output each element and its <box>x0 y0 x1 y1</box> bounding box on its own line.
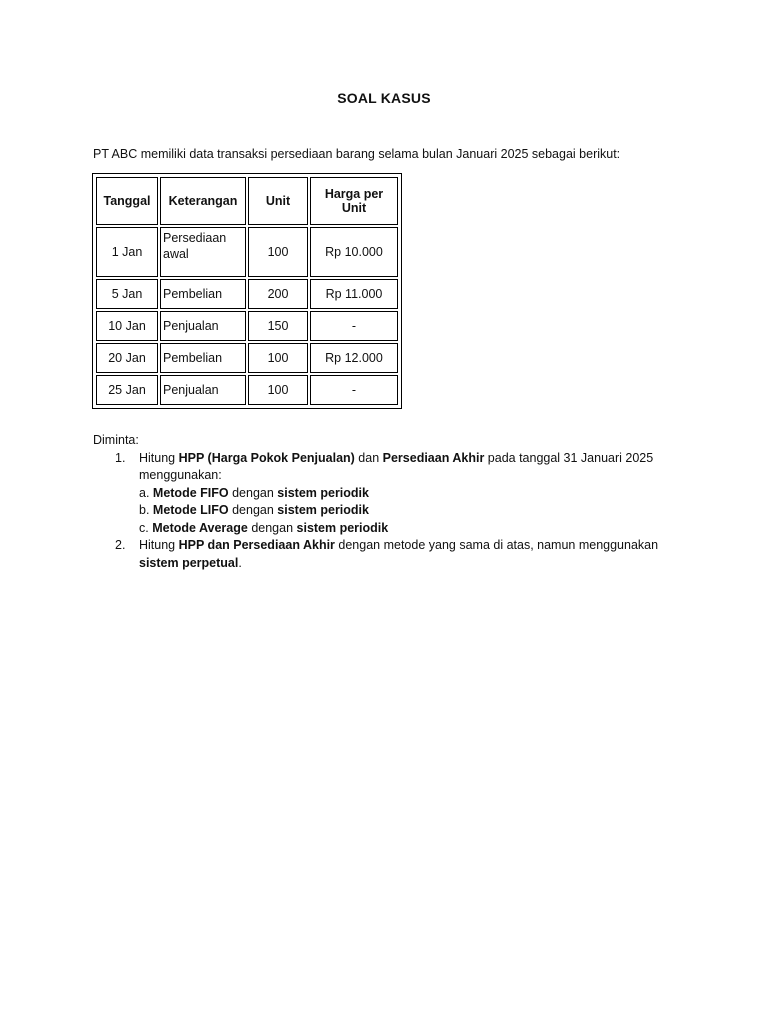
sub-prefix: a. <box>139 485 153 500</box>
task-list <box>93 450 683 573</box>
cell-date: 5 Jan <box>96 279 158 309</box>
cell-price: - <box>310 311 398 341</box>
sub-prefix: c. <box>139 520 153 535</box>
sub-method: Metode Average <box>152 520 248 535</box>
cell-unit: 100 <box>248 227 308 277</box>
task-bold: HPP dan Persediaan Akhir <box>178 538 335 552</box>
task-text: dan <box>354 450 383 465</box>
cell-unit: 150 <box>248 311 308 341</box>
cell-unit: 100 <box>248 343 308 373</box>
task-text: . <box>238 555 242 570</box>
cell-date: 10 Jan <box>96 311 158 341</box>
inventory-table <box>92 173 402 409</box>
task-number: 1. <box>115 450 126 465</box>
task-text: Hitung <box>139 450 179 465</box>
cell-description: Persediaan awal <box>160 227 246 277</box>
header-unit: Unit <box>248 177 308 225</box>
sub-item-b <box>139 502 683 520</box>
sub-text: dengan <box>228 503 278 517</box>
task-heading: Diminta: <box>93 433 139 447</box>
header-tanggal: Tanggal <box>96 177 158 225</box>
task-text: pada tanggal 31 Januari 2025 menggunakan: <box>139 450 654 482</box>
cell-price: Rp 11.000 <box>310 279 398 309</box>
table-row <box>96 375 398 405</box>
table-row <box>96 279 398 309</box>
sub-text: dengan <box>247 520 297 535</box>
table-row <box>96 311 398 341</box>
table-header-row <box>96 177 398 225</box>
sub-system: sistem periodik <box>277 485 369 500</box>
task-item-1 <box>93 450 683 538</box>
cell-description: Pembelian <box>160 279 246 309</box>
sub-method: Metode LIFO <box>152 503 229 517</box>
sub-item-a <box>139 485 683 503</box>
sub-method: Metode FIFO <box>152 485 229 500</box>
cell-date: 20 Jan <box>96 343 158 373</box>
sub-text: dengan <box>228 485 278 500</box>
sub-system: sistem periodik <box>296 520 389 535</box>
cell-description: Pembelian <box>160 343 246 373</box>
document-title: SOAL KASUS <box>337 90 431 106</box>
task-bold: sistem perpetual <box>139 555 239 570</box>
cell-description: Penjualan <box>160 311 246 341</box>
cell-date: 25 Jan <box>96 375 158 405</box>
task-item-2 <box>93 537 683 572</box>
header-keterangan: Keterangan <box>160 177 246 225</box>
cell-price: Rp 10.000 <box>310 227 398 277</box>
task-bold: Persediaan Akhir <box>382 450 485 465</box>
task-bold: HPP (Harga Pokok Penjualan) <box>178 450 355 465</box>
task-text: dengan metode yang sama di atas, namun menggunakan <box>334 538 659 552</box>
cell-description: Penjualan <box>160 375 246 405</box>
task-number: 2. <box>115 538 126 552</box>
sub-item-c <box>139 520 683 538</box>
table-row <box>96 227 398 277</box>
cell-unit: 200 <box>248 279 308 309</box>
cell-unit: 100 <box>248 375 308 405</box>
table-row <box>96 343 398 373</box>
sub-system: sistem periodik <box>277 503 369 517</box>
cell-price: - <box>310 375 398 405</box>
cell-price: Rp 12.000 <box>310 343 398 373</box>
task-section <box>93 432 683 572</box>
intro-paragraph: PT ABC memiliki data transaksi persediaan barang selama bulan Januari 2025 sebagai berikut: <box>93 147 621 161</box>
header-harga: Harga per Unit <box>310 177 398 225</box>
sub-prefix: b. <box>139 503 153 517</box>
task-text: Hitung <box>139 538 179 552</box>
cell-date: 1 Jan <box>96 227 158 277</box>
